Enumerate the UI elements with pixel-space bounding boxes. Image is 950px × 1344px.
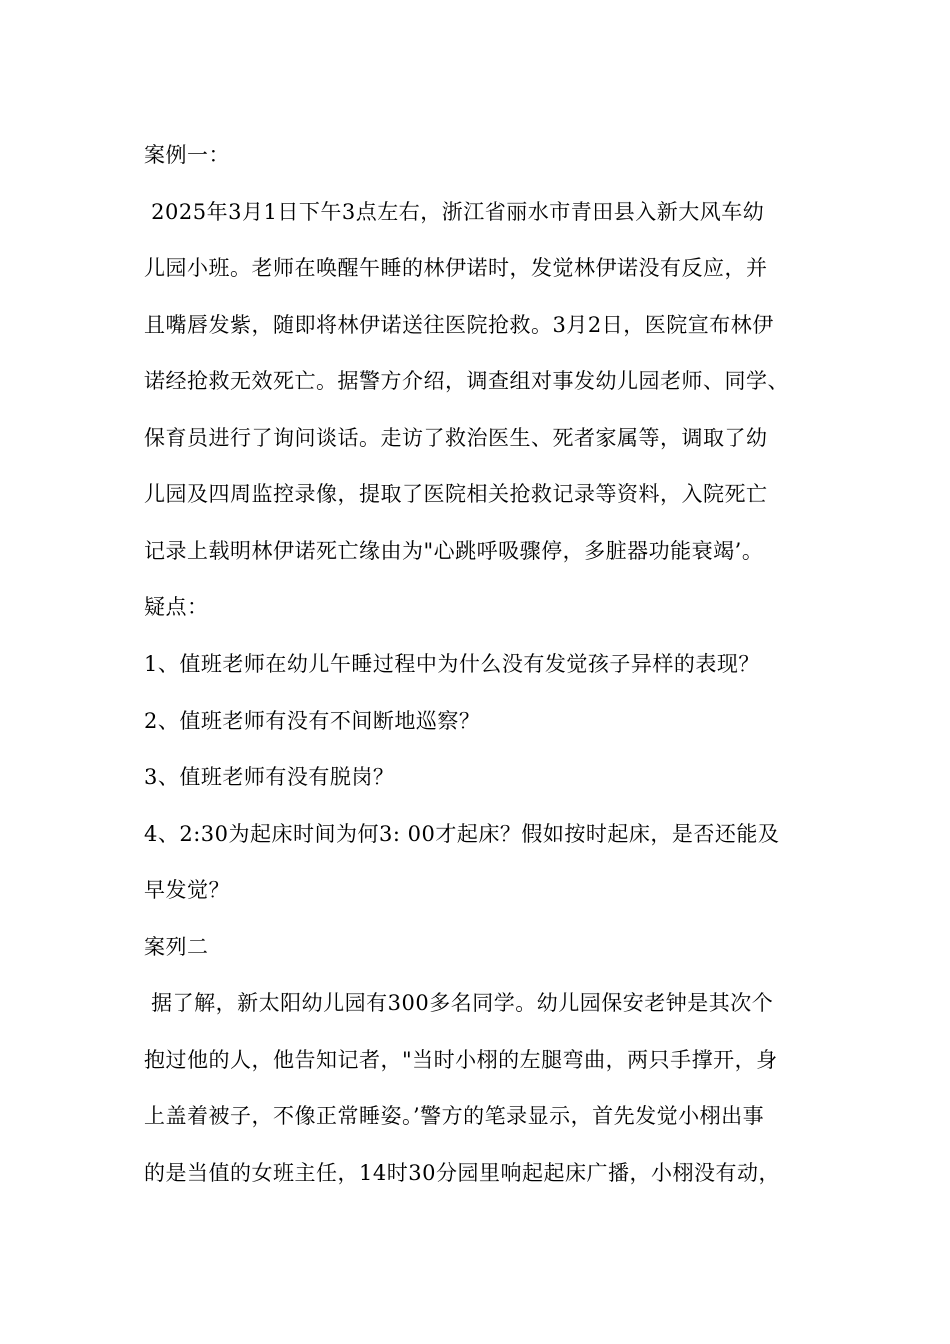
paragraph-line: 记录上载明林伊诺死亡缘由为"心跳呼吸骤停，多脏器功能衰竭’。 [144,539,764,563]
paragraph-line: 2025年3月1日下午3点左右，浙江省丽水市青田县入新大风车幼 [144,200,765,224]
heading-doubts: 疑点： [144,595,209,619]
doubt-item: 2、值班老师有没有不间断地巡察？ [144,709,481,733]
doubt-item: 4、2:30为起床时间为何3: 00才起床？假如按时起床，是否还能及 [144,822,780,846]
paragraph-line: 儿园小班。老师在唤醒午睡的林伊诺时，发觉林伊诺没有反应，并 [144,256,768,280]
paragraph-line: 儿园及四周监控录像，提取了医院相关抢救记录等资料，入院死亡 [144,482,768,506]
paragraph-line: 据了解，新太阳幼儿园有300多名同学。幼儿园保安老钟是其次个 [144,991,774,1015]
heading-case-one: 案例一： [144,143,230,167]
doubt-item: 3、值班老师有没有脱岗？ [144,765,395,789]
paragraph-line: 保育员进行了询问谈话。走访了救治医生、死者家属等，调取了幼 [144,426,768,450]
doubt-item: 1、值班老师在幼儿午睡过程中为什么没有发觉孩子异样的表现？ [144,652,760,676]
paragraph-line: 的是当值的女班主任，14时30分园里响起起床广播，小栩没有动， [144,1161,780,1185]
heading-case-two: 案列二 [144,935,209,959]
paragraph-line: 诺经抢救无效死亡。据警方介绍，调查组对事发幼儿园老师、同学、 [144,369,789,393]
paragraph-line: 且嘴唇发紫，随即将林伊诺送往医院抢救。3月2日，医院宣布林伊 [144,313,774,337]
doubt-item-continued: 早发觉？ [144,878,230,902]
paragraph-line: 抱过他的人，他告知记者，"当时小栩的左腿弯曲，两只手撑开，身 [144,1048,778,1072]
paragraph-line: 上盖着被子，不像正常睡姿。’警方的笔录显示，首先发觉小栩出事 [144,1104,765,1128]
